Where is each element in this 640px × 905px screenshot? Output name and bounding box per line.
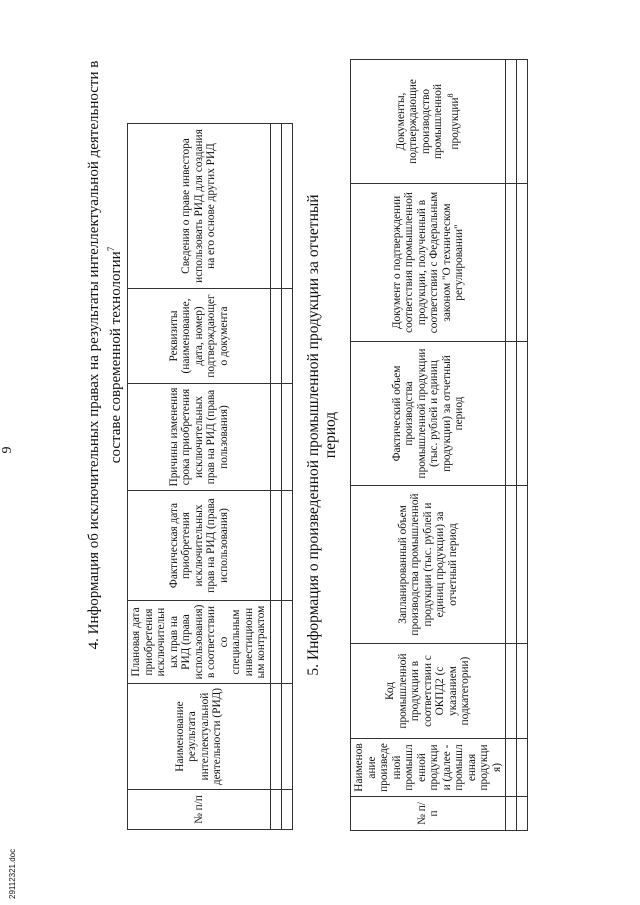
table-row xyxy=(270,124,281,830)
empty-cell xyxy=(281,124,292,289)
header-cell: Фактическая дата приобретения исключительных прав на РИД (права использования) xyxy=(128,491,271,601)
empty-cell xyxy=(517,60,528,184)
header-cell: № п/п xyxy=(351,797,506,831)
section-4-title-text: 4. Информация об исключительных правах на результаты интеллектуальной деятельности в составе современной технологии xyxy=(86,60,124,650)
header-cell: Сведения о праве инвестора использовать РИД для создания на его основе других РИД xyxy=(128,124,271,289)
empty-cell xyxy=(270,289,281,384)
table-header-row xyxy=(128,124,271,830)
section-5-title: 5. Информация о произведенной промышленной продукции за отчетный период xyxy=(305,194,339,676)
ip-rights-table xyxy=(127,123,293,830)
empty-cell xyxy=(506,797,517,831)
empty-cell xyxy=(270,491,281,601)
empty-cell xyxy=(506,486,517,644)
empty-cell xyxy=(506,184,517,342)
empty-cell xyxy=(281,790,292,830)
header-cell: Запланированный объем производства промышленной продукции (тыс. рублей и единиц продукции) за отчетный период xyxy=(351,486,506,644)
empty-cell xyxy=(270,384,281,491)
empty-cell xyxy=(517,342,528,486)
header-cell: Причины изменения срока приобретения исключительных прав на РИД (права пользования) xyxy=(128,384,271,491)
empty-cell xyxy=(281,601,292,684)
empty-cell xyxy=(506,342,517,486)
empty-cell xyxy=(281,384,292,491)
empty-cell xyxy=(270,684,281,790)
page-number: 9 xyxy=(0,446,15,454)
header-cell: Плановая дата приобретения исключительных прав на РИД (права использования) в соответствии со специальным инвестиционным контрактом xyxy=(128,601,271,684)
empty-cell xyxy=(281,289,292,384)
empty-cell xyxy=(517,739,528,797)
header-cell: Наименование результата интеллектуальной деятельности (РИД) xyxy=(128,684,271,790)
table-row xyxy=(506,60,517,831)
empty-cell xyxy=(517,797,528,831)
table-header-row xyxy=(351,60,506,831)
footnote-mark: 8 xyxy=(445,93,455,98)
header-cell: Реквизиты (наименование, дата, номер) подтверждающего документа xyxy=(128,289,271,384)
header-cell: Наименование произведенной промышленной продукции (далее - промышленная продукция) xyxy=(351,739,506,797)
empty-cell xyxy=(517,486,528,644)
empty-cell xyxy=(281,684,292,790)
empty-cell xyxy=(506,644,517,739)
table-row xyxy=(281,124,292,830)
empty-cell xyxy=(506,60,517,184)
empty-cell xyxy=(270,601,281,684)
empty-cell xyxy=(270,790,281,830)
header-cell: Документ о подтверждении соответствия промышленной продукции, полученный в соответствии с Федеральным законом "О техническом регулировании" xyxy=(351,184,506,342)
header-cell xyxy=(351,60,506,184)
footnote-mark: 7 xyxy=(106,246,116,252)
header-cell: Фактический объем производства промышленной продукции (тыс. рублей и единиц продукции) за отчетный период xyxy=(351,342,506,486)
empty-cell xyxy=(517,184,528,342)
industrial-products-table xyxy=(350,59,528,831)
empty-cell xyxy=(506,739,517,797)
header-cell-text: Документы, подтверждающие производство промышленной продукции xyxy=(394,79,461,164)
section-4-title xyxy=(86,55,125,655)
header-cell: Код промышленной продукции в соответствии с ОКПД2 (с указанием подкатегории) xyxy=(351,644,506,739)
empty-cell xyxy=(517,644,528,739)
table-row xyxy=(517,60,528,831)
document-id: 29112321.doc xyxy=(8,848,17,899)
header-cell: № п/п xyxy=(128,790,271,830)
empty-cell xyxy=(270,124,281,289)
empty-cell xyxy=(281,491,292,601)
